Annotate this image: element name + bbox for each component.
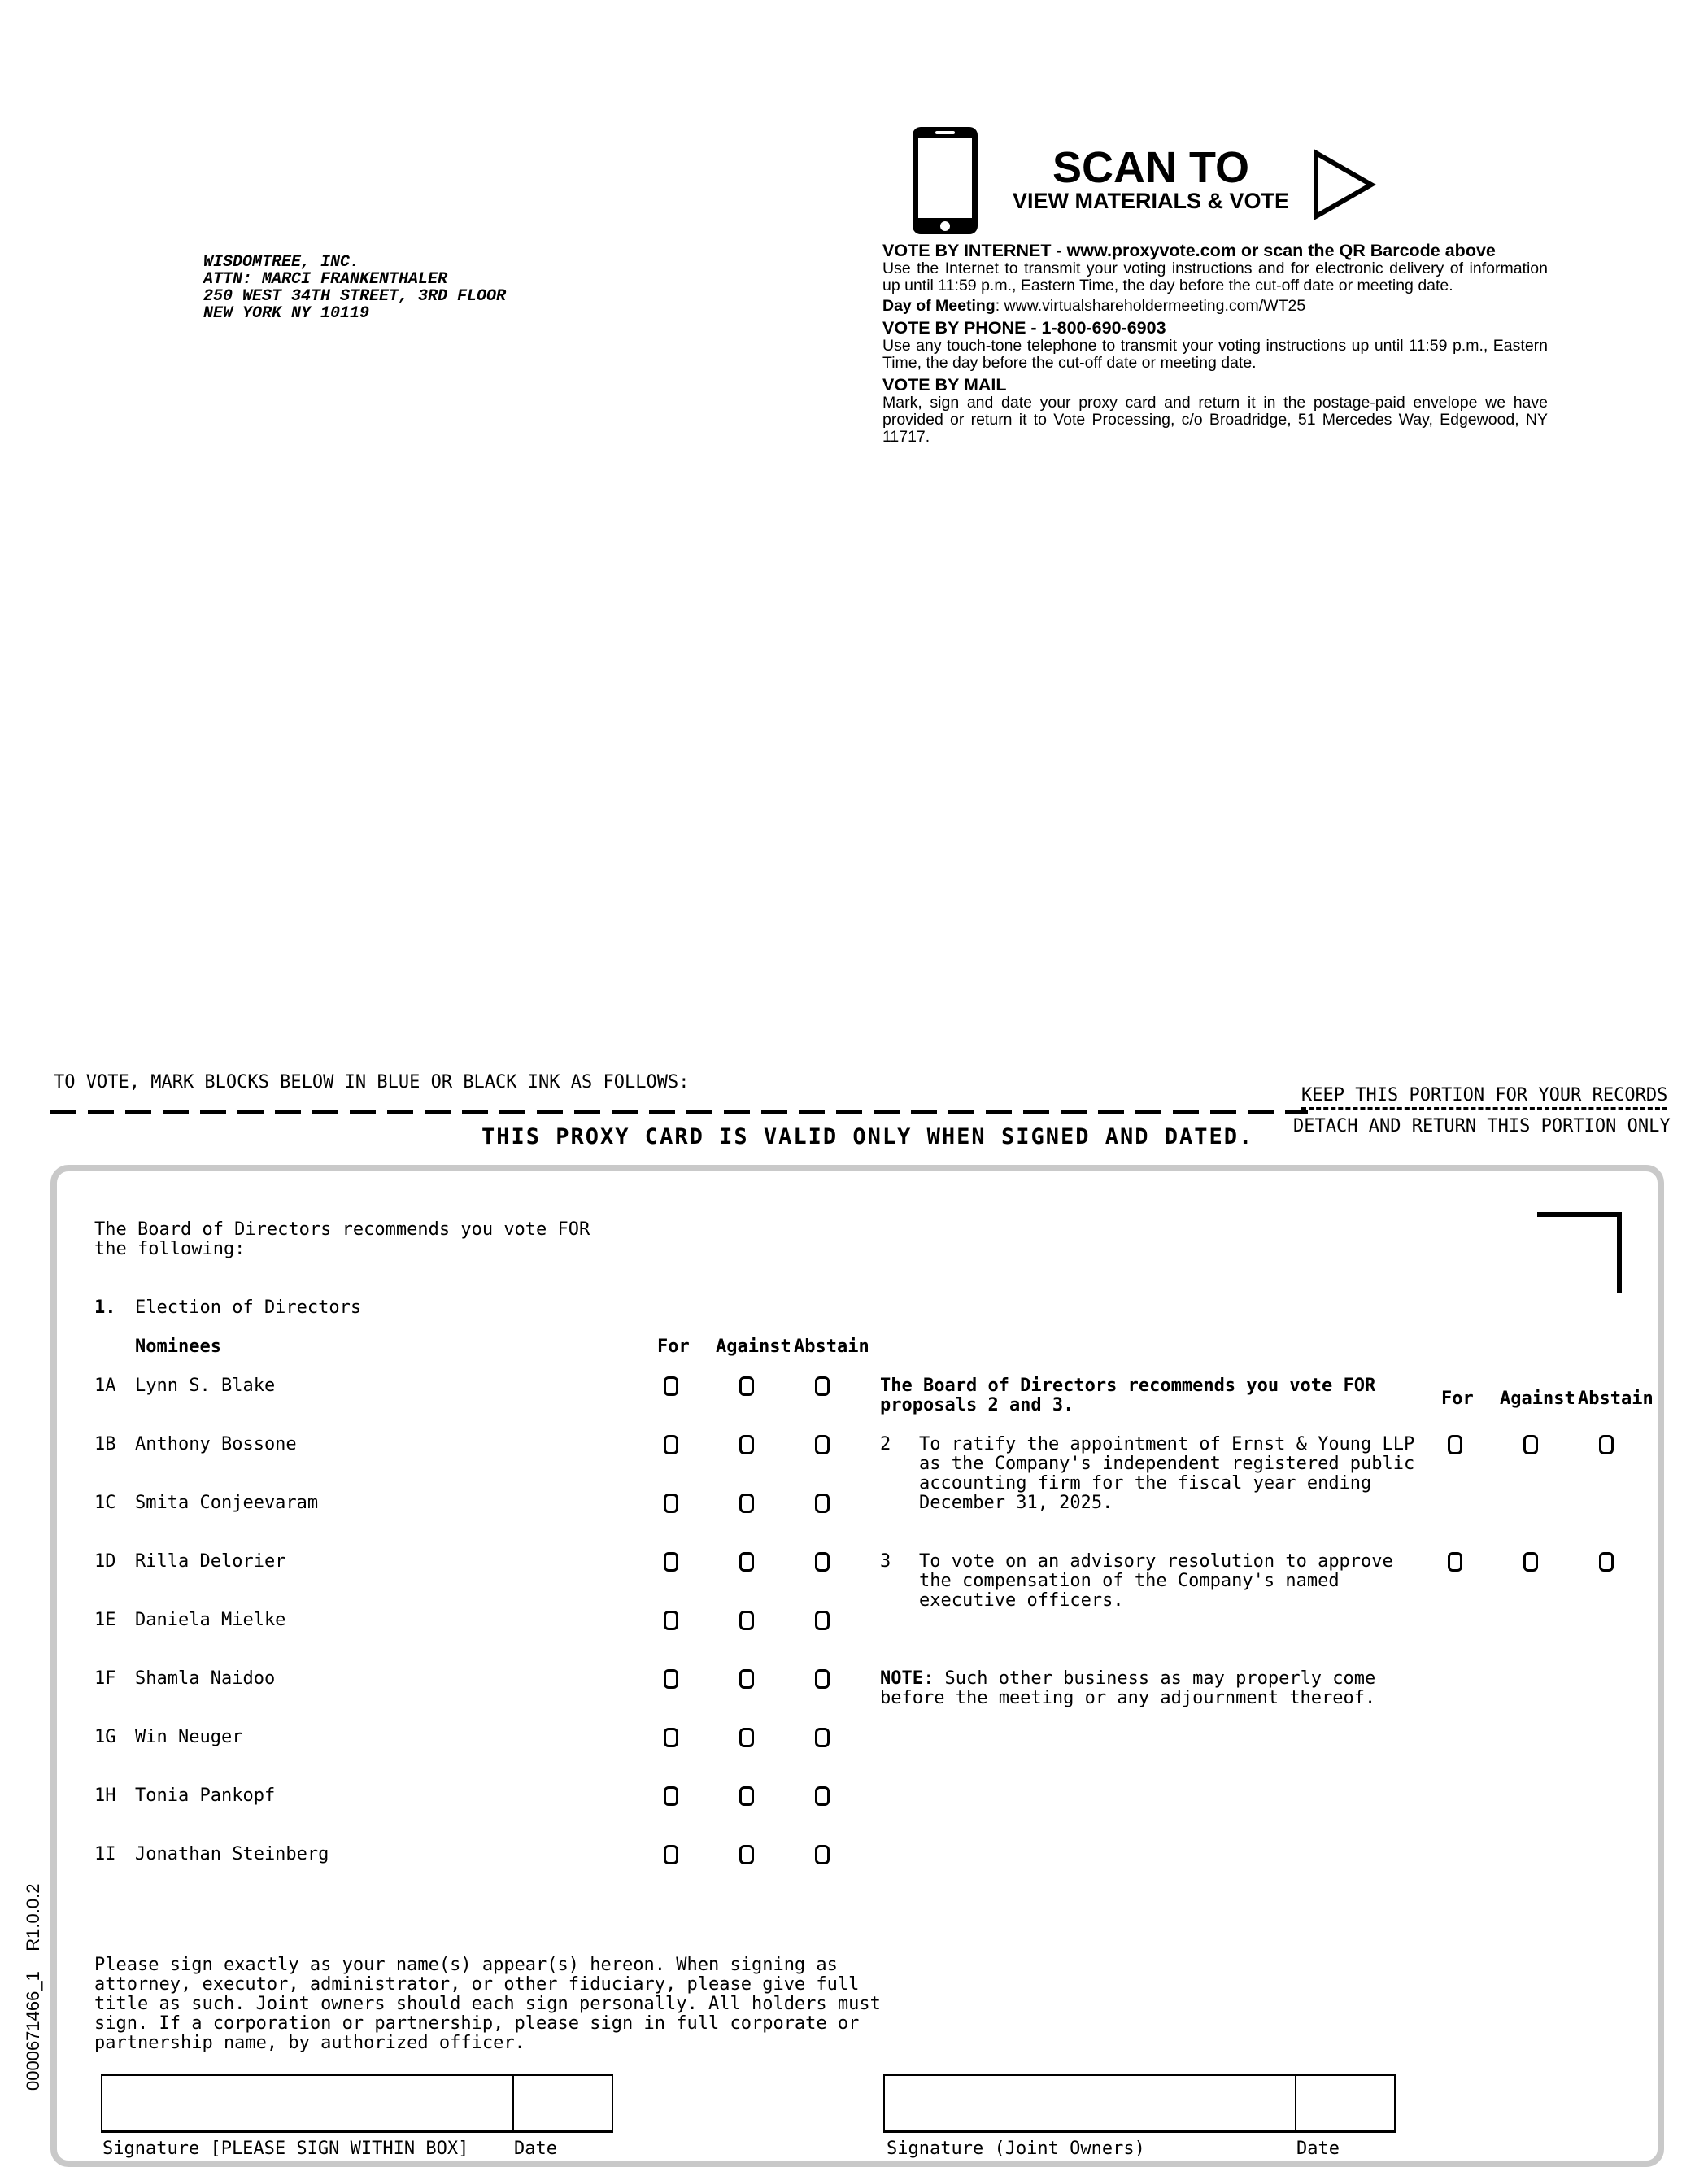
- vote-abstain-checkbox[interactable]: [815, 1376, 830, 1396]
- proposal-against-checkbox[interactable]: [1523, 1552, 1538, 1572]
- vote-phone-text: Use any touch-tone telephone to transmit your voting instructions up until 11:59 p.m., Eastern Time, the day before the cut-off date or meeting date.: [882, 337, 1548, 372]
- date-label: Date: [514, 2139, 557, 2159]
- vote-abstain-checkbox[interactable]: [815, 1728, 830, 1747]
- proposal-text: To ratify the appointment of Ernst & Young LLP as the Company's independent registered public accounting firm for the fiscal year ending December 31, 2025.: [919, 1434, 1415, 1513]
- nominee-name: Smita Conjeevaram: [135, 1493, 319, 1513]
- play-triangle-icon: [1311, 148, 1376, 221]
- return-address-line: 250 WEST 34TH STREET, 3RD FLOOR: [203, 287, 507, 306]
- proposal-column-against-header: Against: [1500, 1389, 1575, 1409]
- proposal-number: 3: [880, 1551, 891, 1572]
- vote-for-checkbox[interactable]: [664, 1552, 678, 1572]
- nominees-header: Nominees: [135, 1337, 221, 1357]
- column-abstain-header: Abstain: [794, 1337, 869, 1357]
- return-address-line: WISDOMTREE, INC.: [203, 253, 360, 272]
- vote-for-checkbox[interactable]: [664, 1611, 678, 1630]
- proposal-number: 2: [880, 1434, 891, 1454]
- note-label: NOTE: [880, 1668, 923, 1689]
- nominee-code: 1H: [94, 1786, 116, 1806]
- vote-mail-heading: VOTE BY MAIL: [882, 375, 1007, 395]
- signature-date-divider: [512, 2076, 514, 2130]
- vote-for-checkbox[interactable]: [664, 1786, 678, 1806]
- keep-portion-label: KEEP THIS PORTION FOR YOUR RECORDS: [1301, 1085, 1667, 1110]
- vote-against-checkbox[interactable]: [739, 1435, 754, 1454]
- nominee-code: 1C: [94, 1493, 116, 1513]
- vote-abstain-checkbox[interactable]: [815, 1435, 830, 1454]
- proposal-column-abstain-header: Abstain: [1578, 1389, 1654, 1409]
- day-of-meeting-text: : www.virtualshareholdermeeting.com/WT25: [995, 297, 1306, 315]
- item-1-number: 1.: [94, 1297, 116, 1318]
- proposal-column-for-header: For: [1441, 1389, 1474, 1409]
- vote-for-checkbox[interactable]: [664, 1435, 678, 1454]
- return-address: [203, 254, 506, 322]
- joint-signature-date-divider: [1295, 2076, 1296, 2130]
- nominee-name: Tonia Pankopf: [135, 1786, 276, 1806]
- nominee-code: 1B: [94, 1434, 116, 1454]
- column-against-header: Against: [716, 1337, 791, 1357]
- nominee-code: 1D: [94, 1551, 116, 1572]
- vote-for-checkbox[interactable]: [664, 1376, 678, 1396]
- vote-against-checkbox[interactable]: [739, 1786, 754, 1806]
- proposal-for-checkbox[interactable]: [1448, 1435, 1462, 1454]
- joint-signature-label: Signature (Joint Owners): [887, 2139, 1145, 2159]
- signature-label: Signature [PLEASE SIGN WITHIN BOX]: [102, 2139, 469, 2159]
- proposal-text: To vote on an advisory resolution to approve the compensation of the Company's named executive officers.: [919, 1551, 1393, 1611]
- nominee-code: 1I: [94, 1844, 116, 1864]
- voting-instructions: [882, 241, 1548, 446]
- joint-date-label: Date: [1296, 2139, 1340, 2159]
- vote-mail-text: Mark, sign and date your proxy card and return it in the postage-paid envelope we have provided or return it to Vote Processing, c/o Broadridge, 51 Mercedes Way, Edgewood, NY 11717.: [882, 394, 1548, 446]
- nominee-code: 1F: [94, 1668, 116, 1689]
- side-control-code: [23, 1884, 44, 2091]
- vote-for-checkbox[interactable]: [664, 1669, 678, 1689]
- valid-only-notice: THIS PROXY CARD IS VALID ONLY WHEN SIGNED AND DATED.: [481, 1124, 1254, 1149]
- nominee-name: Daniela Mielke: [135, 1610, 286, 1630]
- vote-for-checkbox[interactable]: [664, 1494, 678, 1513]
- signature-box[interactable]: [101, 2074, 613, 2133]
- vote-internet-text: Use the Internet to transmit your voting instructions and for electronic delivery of information up until 11:59 p.m., Eastern Time, the day before the cut-off date or meeting date.: [882, 259, 1548, 294]
- proposal-abstain-checkbox[interactable]: [1599, 1435, 1614, 1454]
- vote-abstain-checkbox[interactable]: [815, 1786, 830, 1806]
- column-for-header: For: [657, 1337, 690, 1357]
- note-text: : Such other business as may properly come before the meeting or any adjournment thereof.: [880, 1668, 1376, 1708]
- day-of-meeting-label: Day of Meeting: [882, 297, 996, 315]
- vote-against-checkbox[interactable]: [739, 1552, 754, 1572]
- board-recommendation-proposals: The Board of Directors recommends you vote FOR proposals 2 and 3.: [880, 1376, 1376, 1415]
- vote-against-checkbox[interactable]: [739, 1728, 754, 1747]
- vote-against-checkbox[interactable]: [739, 1845, 754, 1864]
- sign-instructions: Please sign exactly as your name(s) appear(s) hereon. When signing as attorney, executor, administrator, or other fiduciary, please give full title as such. Joint owners should each sign personally. All holders must sign. If a corporation or partnership, please sign in full corporate or partnership name, by authorized officer.: [94, 1955, 881, 2053]
- return-address-line: NEW YORK NY 10119: [203, 304, 370, 323]
- phone-icon: [911, 125, 979, 236]
- day-of-meeting: [882, 298, 1548, 315]
- nominee-name: Shamla Naidoo: [135, 1668, 276, 1689]
- vote-against-checkbox[interactable]: [739, 1611, 754, 1630]
- scan-subtitle: VIEW MATERIALS & VOTE: [1012, 189, 1289, 213]
- vote-phone-heading: VOTE BY PHONE - 1-800-690-6903: [882, 318, 1166, 338]
- scan-title: SCAN TO: [1052, 143, 1250, 192]
- nominee-name: Anthony Bossone: [135, 1434, 297, 1454]
- vote-against-checkbox[interactable]: [739, 1376, 754, 1396]
- vote-for-checkbox[interactable]: [664, 1845, 678, 1864]
- nominee-name: Lynn S. Blake: [135, 1376, 276, 1396]
- nominee-name: Rilla Delorier: [135, 1551, 286, 1572]
- detach-portion-label: DETACH AND RETURN THIS PORTION ONLY: [1293, 1116, 1671, 1136]
- joint-signature-box[interactable]: [883, 2074, 1396, 2133]
- vote-against-checkbox[interactable]: [739, 1669, 754, 1689]
- vote-internet-heading: VOTE BY INTERNET - www.proxyvote.com or scan the QR Barcode above: [882, 241, 1496, 260]
- note: [880, 1669, 1375, 1708]
- proposal-abstain-checkbox[interactable]: [1599, 1552, 1614, 1572]
- vote-abstain-checkbox[interactable]: [815, 1845, 830, 1864]
- vote-against-checkbox[interactable]: [739, 1494, 754, 1513]
- nominee-name: Jonathan Steinberg: [135, 1844, 329, 1864]
- proposal-against-checkbox[interactable]: [1523, 1435, 1538, 1454]
- board-recommendation-directors: The Board of Directors recommends you vote FOR the following:: [94, 1219, 590, 1259]
- vote-abstain-checkbox[interactable]: [815, 1494, 830, 1513]
- item-1-label: Election of Directors: [135, 1297, 362, 1318]
- vote-for-checkbox[interactable]: [664, 1728, 678, 1747]
- vote-abstain-checkbox[interactable]: [815, 1552, 830, 1572]
- detach-line: [50, 1110, 1308, 1114]
- nominee-code: 1A: [94, 1376, 116, 1396]
- vote-abstain-checkbox[interactable]: [815, 1669, 830, 1689]
- vote-abstain-checkbox[interactable]: [815, 1611, 830, 1630]
- nominee-code: 1E: [94, 1610, 116, 1630]
- proposal-for-checkbox[interactable]: [1448, 1552, 1462, 1572]
- return-address-line: ATTN: MARCI FRANKENTHALER: [203, 270, 448, 289]
- mark-blocks-instruction: TO VOTE, MARK BLOCKS BELOW IN BLUE OR BLACK INK AS FOLLOWS:: [54, 1072, 690, 1092]
- side-control-code-text: 0000671466_1 R1.0.0.2: [23, 1883, 43, 2091]
- nominee-code: 1G: [94, 1727, 116, 1747]
- corner-mark: [1537, 1212, 1622, 1293]
- nominee-name: Win Neuger: [135, 1727, 243, 1747]
